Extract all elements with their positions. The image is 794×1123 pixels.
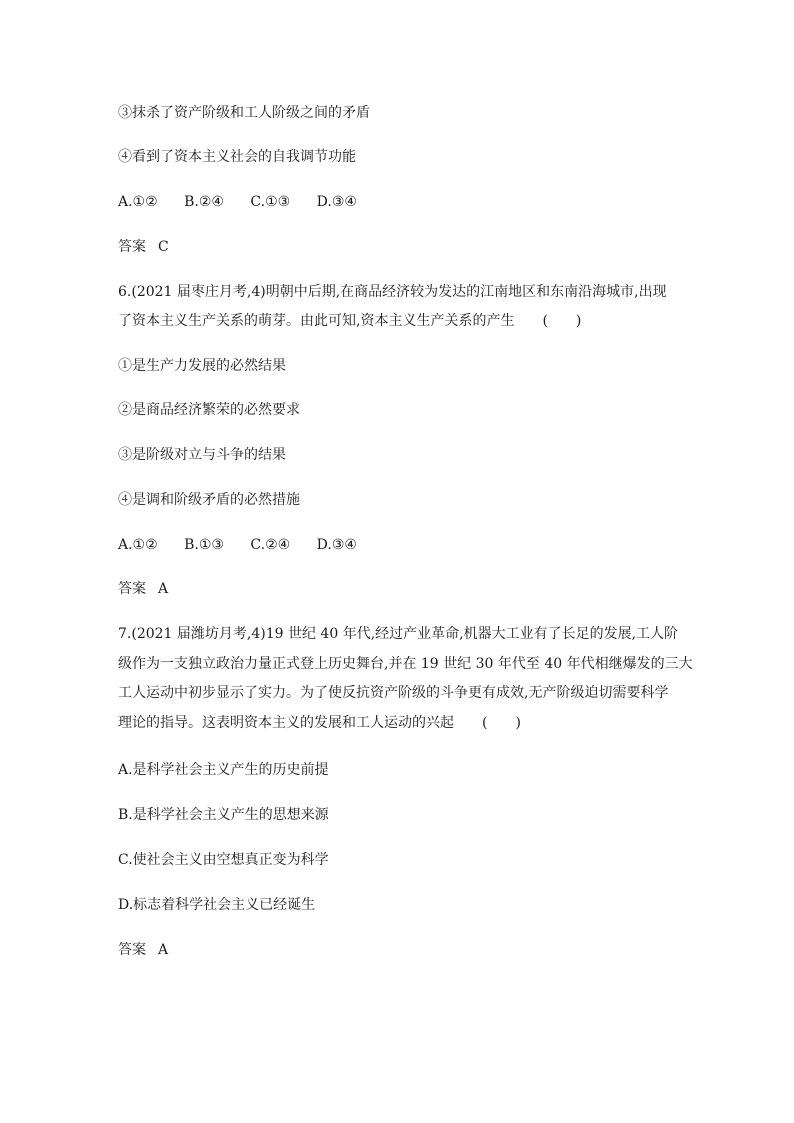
answer-label: 答案 (118, 581, 146, 597)
q5-options (118, 193, 379, 211)
answer-value: C (158, 239, 169, 255)
q7-choice-c: C.使社会主义由空想真正变为科学 (118, 852, 329, 868)
q6-option-c: C.②④ (250, 537, 291, 553)
q7-stem-line-3: 工人运动中初步显示了实力。为了使反抗资产阶级的斗争更有成效,无产阶级迫切需要科学 (118, 685, 669, 701)
q6-stem-line-2: 了资本主义生产关系的萌芽。由此可知,资本主义生产关系的产生 ( ) (118, 313, 582, 329)
q5-option-c: C.①③ (250, 194, 291, 210)
answer-label: 答案 (118, 239, 146, 255)
q5-item-4: ④看到了资本主义社会的自我调节功能 (118, 149, 356, 165)
q5-option-b: B.②④ (184, 194, 224, 210)
answer-value: A (158, 581, 169, 597)
q7-stem-line-2: 级作为一支独立政治力量正式登上历史舞台,并在 19 世纪 30 年代至 40 年代相继爆发的三大 (118, 656, 693, 672)
q6-stem-line-1: 6.(2021 届枣庄月考,4)明朝中后期,在商品经济较为发达的江南地区和东南沿海城市,出现 (118, 284, 667, 300)
q7-answer (118, 941, 168, 959)
q6-item-4: ④是调和阶级矛盾的必然措施 (118, 492, 300, 508)
q5-option-d: D.③④ (316, 194, 357, 210)
answer-value: A (158, 942, 169, 958)
q6-item-1: ①是生产力发展的必然结果 (118, 358, 286, 374)
q6-options (118, 536, 379, 554)
q6-option-a: A.①② (118, 537, 158, 553)
q5-option-a: A.①② (118, 194, 158, 210)
q7-stem-line-1: 7.(2021 届潍坊月考,4)19 世纪 40 年代,经过产业革命,机器大工业有了长足的发展,工人阶 (118, 626, 679, 642)
q7-choice-a: A.是科学社会主义产生的历史前提 (118, 762, 329, 778)
q6-item-2: ②是商品经济繁荣的必然要求 (118, 402, 300, 418)
q7-stem-line-4: 理论的指导。这表明资本主义的发展和工人运动的兴起 ( ) (118, 715, 521, 731)
answer-label: 答案 (118, 942, 146, 958)
q5-answer (118, 238, 169, 256)
q6-answer (118, 580, 168, 598)
q6-option-d: D.③④ (316, 537, 357, 553)
q6-option-b: B.①③ (184, 537, 224, 553)
q7-choice-d: D.标志着科学社会主义已经诞生 (118, 897, 316, 913)
q7-choice-b: B.是科学社会主义产生的思想来源 (118, 807, 329, 823)
q5-item-3: ③抹杀了资产阶级和工人阶级之间的矛盾 (118, 105, 370, 121)
q6-item-3: ③是阶级对立与斗争的结果 (118, 447, 286, 463)
